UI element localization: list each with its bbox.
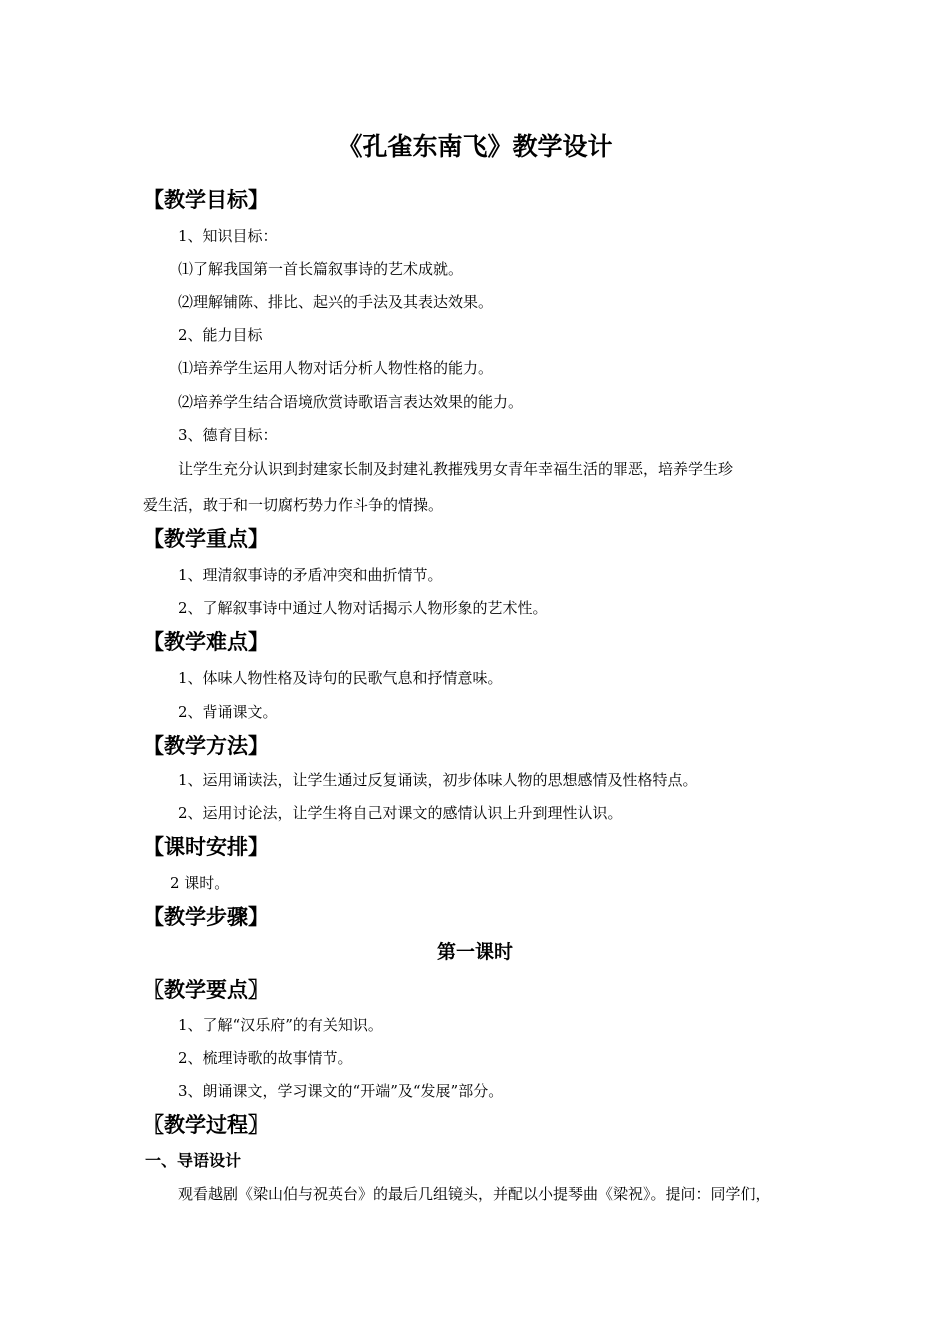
section-heading-methods: 【教学方法】 xyxy=(143,734,269,758)
intro-heading: 一、导语设计 xyxy=(145,1151,242,1170)
difficulty-line: 1、体味人物性格及诗句的民歌气息和抒情意味。 xyxy=(178,669,503,687)
goal-line: 2、能力目标 xyxy=(178,326,263,344)
subsection-heading-process: 〖教学过程〗 xyxy=(143,1113,269,1137)
goal-line: ⑵培养学生结合语境欣赏诗歌语言表达效果的能力。 xyxy=(178,393,524,411)
intro-text: 观看越剧《梁山伯与祝英台》的最后几组镜头，并配以小提琴曲《梁祝》。提问：同学们， xyxy=(178,1185,771,1203)
key-point-line: 2、了解叙事诗中通过人物对话揭示人物形象的艺术性。 xyxy=(178,599,548,617)
goal-line: ⑴了解我国第一首长篇叙事诗的艺术成就。 xyxy=(178,260,464,278)
lesson-point-line: 2、梳理诗歌的故事情节。 xyxy=(178,1049,353,1067)
section-heading-goals: 【教学目标】 xyxy=(143,188,269,212)
lesson-point-line: 3、朗诵课文，学习课文的“开端”及“发展”部分。 xyxy=(178,1082,504,1100)
goal-line: 1、知识目标： xyxy=(178,227,278,245)
difficulty-line: 2、背诵课文。 xyxy=(178,703,278,721)
section-heading-schedule: 【课时安排】 xyxy=(143,835,269,859)
schedule-text: 2 课时。 xyxy=(170,874,230,892)
section-heading-steps: 【教学步骤】 xyxy=(143,905,269,929)
subsection-heading-points: 〖教学要点〗 xyxy=(143,978,269,1002)
key-point-line: 1、理清叙事诗的矛盾冲突和曲折情节。 xyxy=(178,566,443,584)
section-heading-key-points: 【教学重点】 xyxy=(143,527,269,551)
goal-paragraph-line: 爱生活，敢于和一切腐朽势力作斗争的情操。 xyxy=(143,496,444,514)
document-title: 《孔雀东南飞》教学设计 xyxy=(337,132,613,161)
section-heading-difficulties: 【教学难点】 xyxy=(143,630,269,654)
method-line: 1、运用诵读法，让学生通过反复诵读，初步体味人物的思想感情及性格特点。 xyxy=(178,771,698,789)
lesson-point-line: 1、了解“汉乐府”的有关知识。 xyxy=(178,1016,383,1034)
lesson-title: 第一课时 xyxy=(436,941,513,963)
goal-line: 3、德育目标： xyxy=(178,426,278,444)
method-line: 2、运用讨论法，让学生将自己对课文的感情认识上升到理性认识。 xyxy=(178,804,623,822)
goal-line: ⑵理解铺陈、排比、起兴的手法及其表达效果。 xyxy=(178,293,494,311)
goal-line: ⑴培养学生运用人物对话分析人物性格的能力。 xyxy=(178,359,494,377)
goal-paragraph-line: 让学生充分认识到封建家长制及封建礼教摧残男女青年幸福生活的罪恶，培养学生珍 xyxy=(178,460,734,478)
